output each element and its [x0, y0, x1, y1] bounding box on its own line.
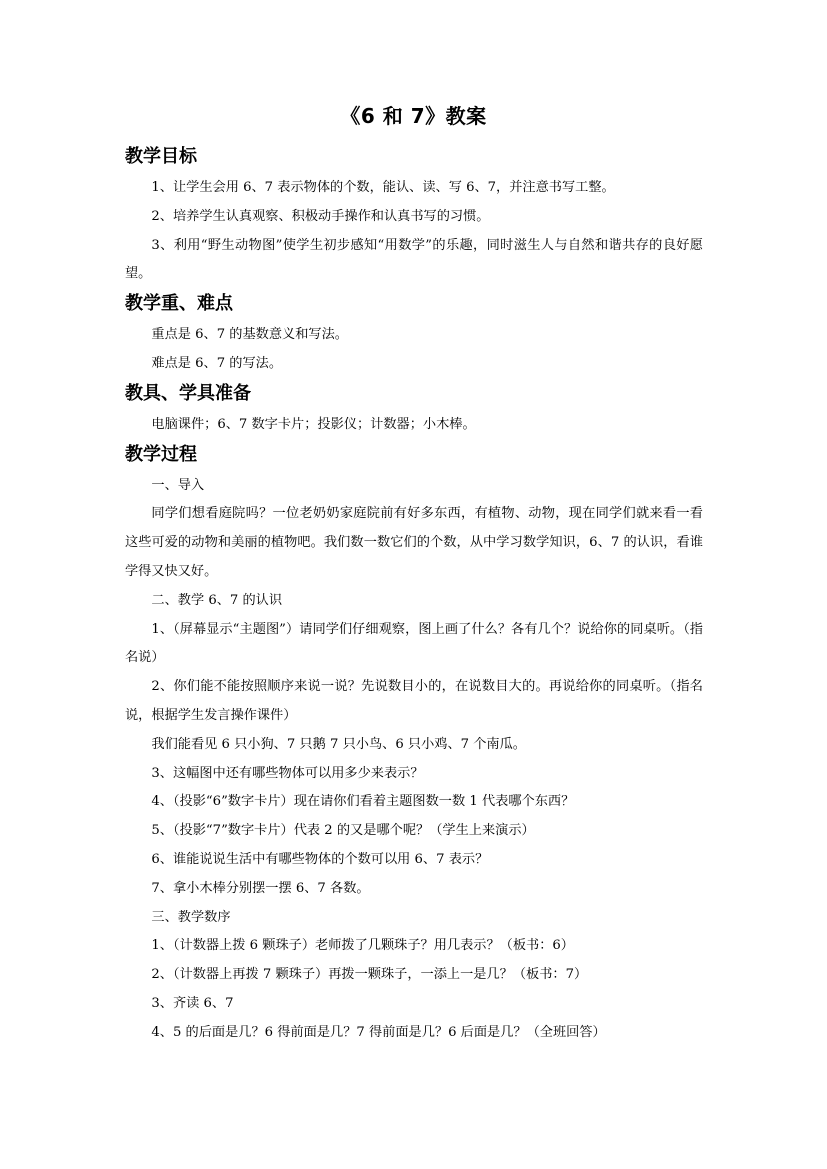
paragraph: 同学们想看庭院吗？一位老奶奶家庭院前有好多东西，有植物、动物，现在同学们就来看一看这些可爱的动物和美丽的植物吧。我们数一数它们的个数，从中学习数学知识，6、7 的认识，看谁学得又快又好。	[125, 506, 703, 579]
section-materials	[125, 381, 703, 440]
paragraph: 1、（计数器上拨 6 颗珠子）老师拨了几颗珠子？用几表示？（板书：6）	[151, 938, 574, 954]
paragraph: 3、利用“野生动物图”使学生初步感知“用数学”的乐趣，同时滋生人与自然和谐共存的良好愿望。	[125, 237, 703, 282]
section-teaching-goals	[125, 144, 703, 289]
paragraph: 3、这幅图中还有哪些物体可以用多少来表示？	[151, 765, 424, 781]
paragraph: 难点是 6、7 的写法。	[151, 355, 283, 371]
paragraph: 2、你们能不能按照顺序来说一说？先说数目小的，在说数目大的。再说给你的同桌听。（指名说，根据学生发言操作课件）	[125, 679, 703, 723]
paragraph: 4、（投影“6”数字卡片）现在请你们看着主题图数一数 1 代表哪个东西？	[151, 794, 575, 810]
paragraph: 7、拿小木棒分别摆一摆 6、7 各数。	[151, 880, 370, 896]
paragraph: 电脑课件；6、7 数字卡片；投影仪；计数器；小木棒。	[151, 416, 476, 432]
paragraph: 1、让学生会用 6、7 表示物体的个数，能认、读、写 6、7，并注意书写工整。	[151, 180, 615, 195]
paragraph: 二、教学 6、7 的认识	[151, 592, 283, 608]
paragraph: 6、谁能说说生活中有哪些物体的个数可以用 6、7 表示？	[151, 851, 489, 867]
section-heading: 教学重、难点	[125, 293, 233, 315]
document-body	[125, 144, 703, 1048]
document-title: 《6 和 7》教案	[340, 104, 487, 128]
paragraph: 4、5 的后面是几？6 得前面是几？7 得前面是几？6 后面是几？（全班回答）	[151, 1024, 606, 1040]
paragraph: 1、（屏幕显示“主题图”）请同学们仔细观察，图上画了什么？各有几个？说给你的同桌听。（指名说）	[125, 621, 703, 666]
paragraph: 2、培养学生认真观察、积极动手操作和认真书写的习惯。	[151, 208, 490, 224]
section-heading: 教具、学具准备	[125, 382, 251, 404]
paragraph: 三、教学数序	[151, 909, 231, 925]
paragraph: 我们能看见 6 只小狗、7 只鹅 7 只小鸟、6 只小鸡、7 个南瓜。	[151, 736, 526, 752]
paragraph: 重点是 6、7 的基数意义和写法。	[151, 327, 348, 343]
section-heading: 教学目标	[125, 146, 197, 167]
paragraph: 一、导入	[151, 477, 205, 493]
paragraph: 3、齐读 6、7	[151, 995, 234, 1011]
section-key-points	[125, 291, 703, 379]
paragraph: 2、（计数器上再拨 7 颗珠子）再拨一颗珠子，一添上一是几？（板书：7）	[151, 967, 588, 983]
section-heading: 教学过程	[125, 443, 197, 465]
paragraph: 5、（投影“7”数字卡片）代表 2 的又是哪个呢？（学生上来演示）	[151, 823, 535, 839]
section-teaching-process	[125, 442, 703, 1048]
